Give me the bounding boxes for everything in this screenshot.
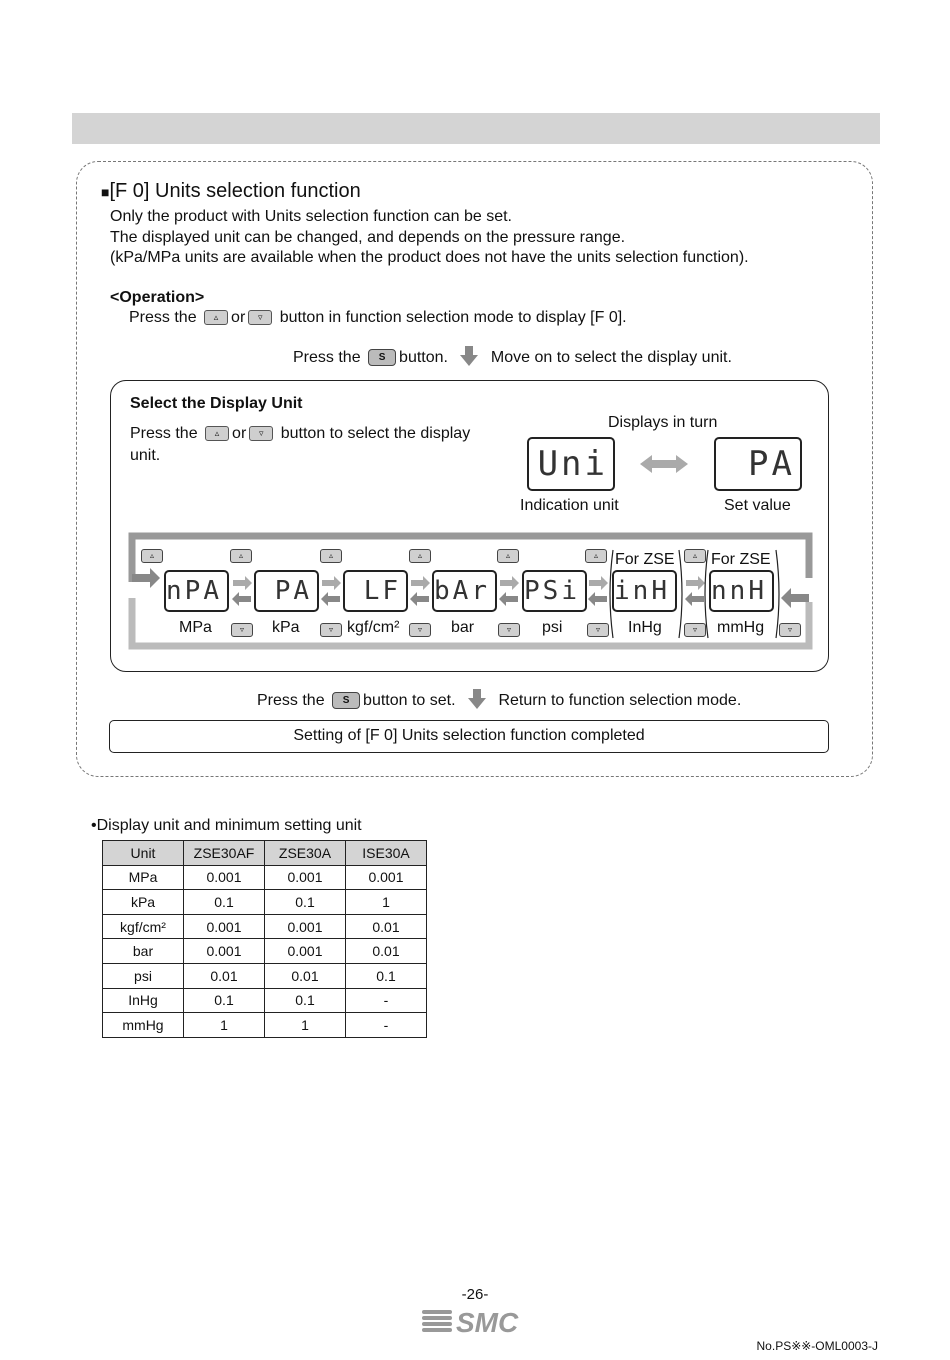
double-arrow-icon bbox=[640, 455, 688, 473]
completion-box: Setting of [F 0] Units selection function completed bbox=[109, 720, 829, 753]
up-button-icon: ▵ bbox=[204, 310, 228, 325]
col-header: ZSE30A bbox=[265, 841, 346, 866]
finish-mid-text: button to set. bbox=[363, 692, 456, 709]
table-cell: 1 bbox=[184, 1013, 265, 1038]
finish-post-text: Return to function selection mode. bbox=[498, 692, 742, 709]
table-cell: 0.1 bbox=[265, 988, 346, 1013]
table-cell: 0.01 bbox=[184, 963, 265, 988]
table-cell: - bbox=[346, 1013, 427, 1038]
table-cell: 0.1 bbox=[265, 890, 346, 915]
lcd-set-value: PA bbox=[714, 437, 802, 491]
table-cell: 0.1 bbox=[184, 988, 265, 1013]
up-button-icon: ▵ bbox=[585, 549, 607, 563]
down-arrow-icon bbox=[460, 346, 478, 366]
lcd-psi: PSi bbox=[522, 570, 587, 612]
col-header: ISE30A bbox=[346, 841, 427, 866]
table-row bbox=[103, 939, 427, 964]
table-cell: kgf/cm² bbox=[103, 914, 184, 939]
operation-heading: <Operation> bbox=[110, 289, 205, 306]
table-cell: 0.01 bbox=[346, 939, 427, 964]
lcd-inhg: inH bbox=[612, 570, 677, 612]
unit-label-psi: psi bbox=[542, 619, 563, 636]
up-button-icon: ▵ bbox=[205, 426, 229, 441]
desc-line-3: (kPa/MPa units are available when the product does not have the units selection function). bbox=[110, 249, 749, 266]
select-unit-title: Select the Display Unit bbox=[130, 395, 303, 412]
cycle-arrows-icon bbox=[231, 575, 253, 607]
col-header: Unit bbox=[103, 841, 184, 866]
step1-post-text: button in function selection mode to display [F 0]. bbox=[279, 309, 627, 326]
table-cell: 1 bbox=[265, 1013, 346, 1038]
table-cell: 0.01 bbox=[265, 963, 346, 988]
for-zse-label-2: For ZSE bbox=[711, 551, 771, 568]
table-cell: 0.1 bbox=[184, 890, 265, 915]
table-cell: bar bbox=[103, 939, 184, 964]
section-title bbox=[101, 181, 361, 201]
for-zse-label-1: For ZSE bbox=[615, 551, 675, 568]
step2-pre-text: Press the bbox=[293, 349, 361, 366]
step2-mid-text: button. bbox=[399, 349, 448, 366]
unit-label-mpa: MPa bbox=[179, 619, 212, 636]
table-cell: 0.001 bbox=[346, 865, 427, 890]
table-row bbox=[103, 963, 427, 988]
smc-logo bbox=[420, 1303, 530, 1337]
finish-step bbox=[257, 689, 741, 709]
down-button-icon: ▿ bbox=[587, 623, 609, 637]
unit-label-kpa: kPa bbox=[272, 619, 300, 636]
table-row bbox=[103, 988, 427, 1013]
instr-or-text: or bbox=[232, 425, 247, 442]
operation-step-2 bbox=[293, 346, 732, 366]
cycle-arrows-icon bbox=[409, 575, 431, 607]
table-row bbox=[103, 865, 427, 890]
desc-line-2: The displayed unit can be changed, and depends on the pressure range. bbox=[110, 229, 626, 246]
table-cell: 1 bbox=[346, 890, 427, 915]
s-button-icon: S bbox=[368, 349, 396, 366]
table-cell: - bbox=[346, 988, 427, 1013]
unit-label-bar: bar bbox=[451, 619, 475, 636]
down-button-icon: ▿ bbox=[779, 623, 801, 637]
unit-label-kgf: kgf/cm² bbox=[347, 619, 400, 636]
page-number: -26- bbox=[461, 1286, 489, 1303]
indication-unit-caption: Indication unit bbox=[520, 497, 619, 514]
desc-line-1: Only the product with Units selection function can be set. bbox=[110, 208, 512, 225]
table-cell: 0.001 bbox=[184, 865, 265, 890]
table-cell: 0.001 bbox=[184, 939, 265, 964]
table-row bbox=[103, 890, 427, 915]
operation-step-1 bbox=[129, 310, 627, 326]
units-table bbox=[102, 840, 427, 1038]
down-arrow-icon bbox=[468, 689, 486, 709]
table-cell: psi bbox=[103, 963, 184, 988]
down-button-icon: ▿ bbox=[231, 623, 253, 637]
lcd-mmhg: nnH bbox=[709, 570, 774, 612]
displays-in-turn-label: Displays in turn bbox=[608, 414, 718, 431]
lcd-kpa: PA bbox=[254, 570, 319, 612]
down-button-icon: ▿ bbox=[409, 623, 431, 637]
up-button-icon: ▵ bbox=[684, 549, 706, 563]
finish-pre-text: Press the bbox=[257, 692, 325, 709]
step1-or-text: or bbox=[231, 309, 246, 326]
up-button-icon: ▵ bbox=[141, 549, 163, 563]
lcd-bar: bAr bbox=[432, 570, 497, 612]
cycle-arrows-icon bbox=[320, 575, 342, 607]
table-cell: 0.1 bbox=[346, 963, 427, 988]
table-cell: mmHg bbox=[103, 1013, 184, 1038]
cycle-arrows-icon bbox=[498, 575, 520, 607]
lcd-mpa: nPA bbox=[164, 570, 229, 612]
lcd-kgf: LF bbox=[343, 570, 408, 612]
col-header: ZSE30AF bbox=[184, 841, 265, 866]
lcd-indication-unit: Uni bbox=[527, 437, 615, 491]
table-header-row bbox=[103, 841, 427, 866]
step1-pre-text: Press the bbox=[129, 309, 197, 326]
up-button-icon: ▵ bbox=[409, 549, 431, 563]
down-button-icon: ▿ bbox=[248, 310, 272, 325]
table-cell: 0.001 bbox=[265, 865, 346, 890]
down-button-icon: ▿ bbox=[249, 426, 273, 441]
document-number: No.PS※※-OML0003-J bbox=[756, 1339, 878, 1353]
smc-logo-text: SMC bbox=[456, 1307, 519, 1337]
table-cell: InHg bbox=[103, 988, 184, 1013]
up-button-icon: ▵ bbox=[497, 549, 519, 563]
s-button-icon: S bbox=[332, 692, 360, 709]
section-header-bar bbox=[72, 113, 880, 144]
unit-label-mmhg: mmHg bbox=[717, 619, 765, 636]
step2-post-text: Move on to select the display unit. bbox=[490, 349, 732, 366]
table-cell: kPa bbox=[103, 890, 184, 915]
table-row bbox=[103, 914, 427, 939]
table-cell: MPa bbox=[103, 865, 184, 890]
section-title-text: [F 0] Units selection function bbox=[109, 180, 361, 202]
select-unit-instruction-line-2: unit. bbox=[130, 447, 161, 464]
up-button-icon: ▵ bbox=[320, 549, 342, 563]
down-button-icon: ▿ bbox=[498, 623, 520, 637]
table-cell: 0.001 bbox=[265, 914, 346, 939]
up-button-icon: ▵ bbox=[230, 549, 252, 563]
table-cell: 0.001 bbox=[184, 914, 265, 939]
select-unit-instruction bbox=[130, 426, 470, 442]
table-row bbox=[103, 1013, 427, 1038]
down-button-icon: ▿ bbox=[684, 623, 706, 637]
unit-label-inhg: InHg bbox=[628, 619, 662, 636]
instr-post-text: button to select the display bbox=[280, 425, 471, 442]
set-value-caption: Set value bbox=[724, 497, 791, 514]
instr-pre-text: Press the bbox=[130, 425, 198, 442]
table-caption: •Display unit and minimum setting unit bbox=[91, 817, 362, 834]
down-button-icon: ▿ bbox=[320, 623, 342, 637]
table-cell: 0.001 bbox=[265, 939, 346, 964]
bullet-square: ■ bbox=[101, 184, 110, 200]
table-cell: 0.01 bbox=[346, 914, 427, 939]
